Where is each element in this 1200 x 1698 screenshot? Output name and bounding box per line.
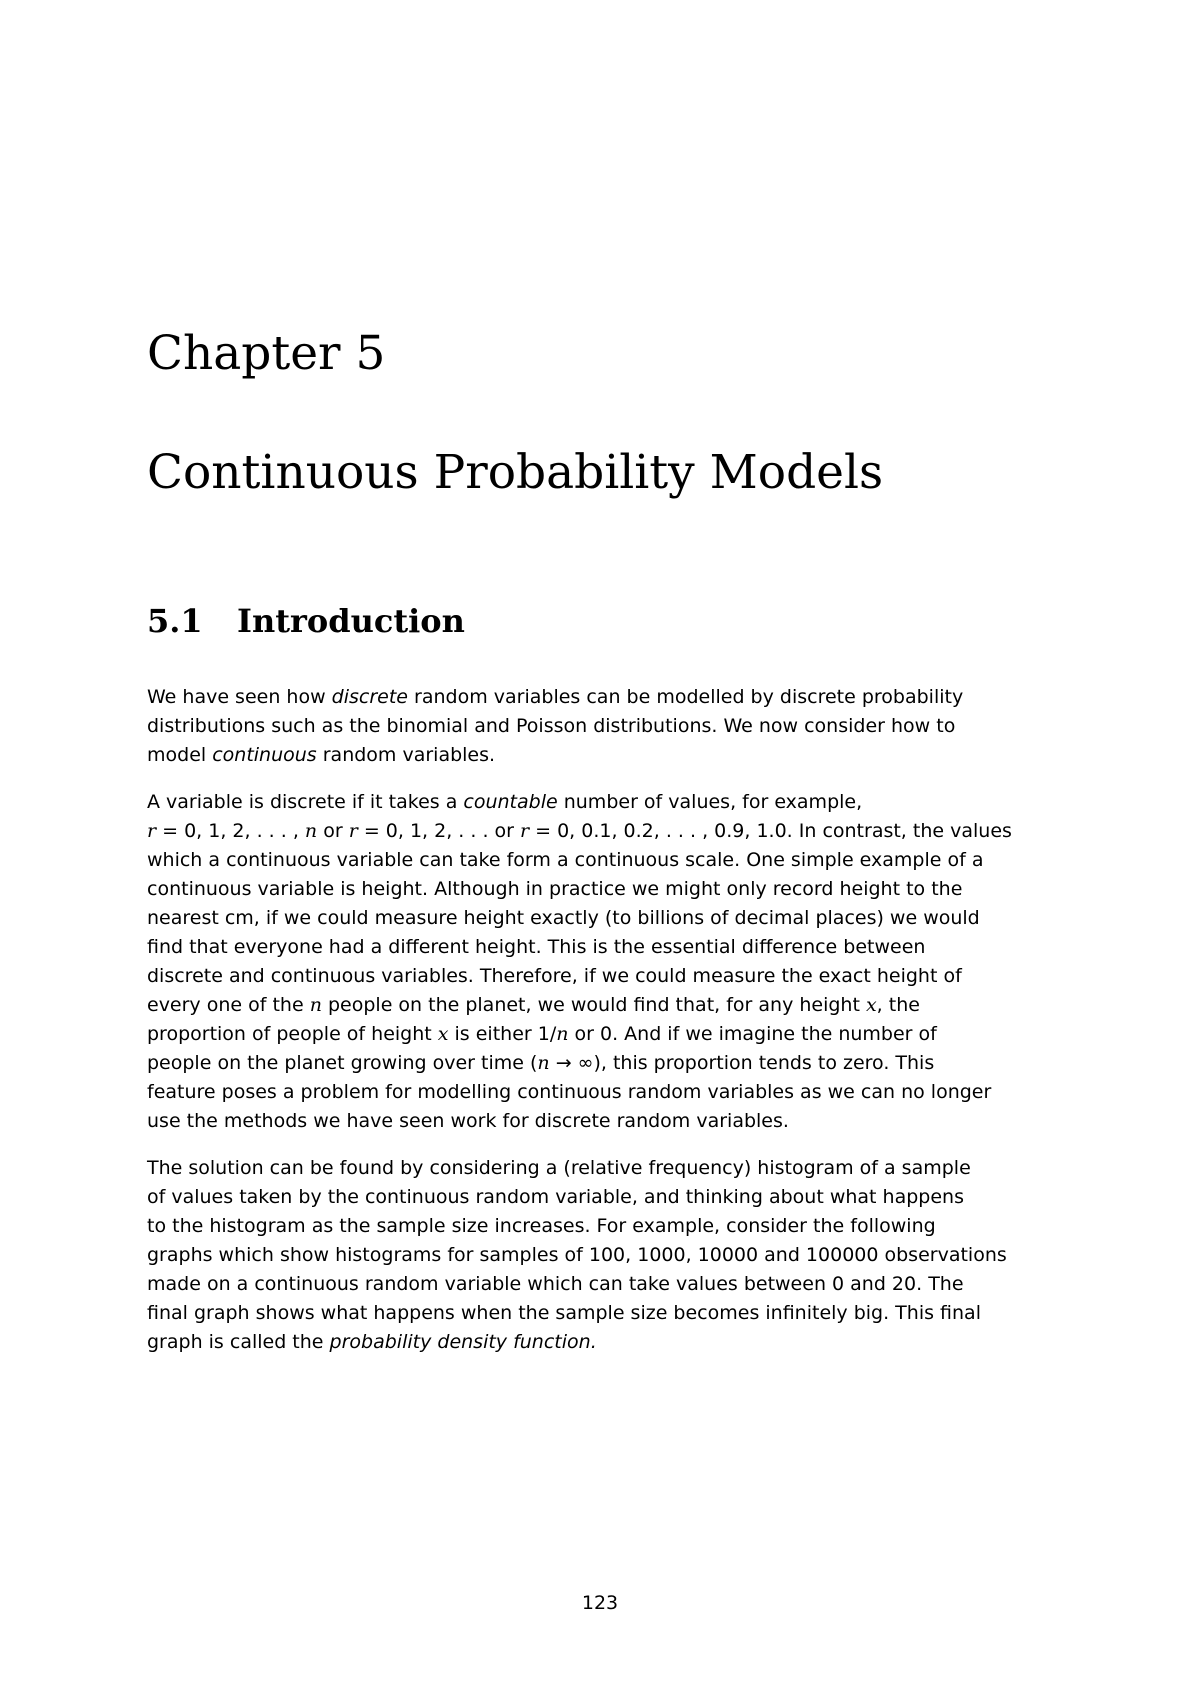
text-line: [147, 1328, 1067, 1357]
text-line: [147, 904, 1067, 933]
emphasis: probability density function.: [329, 1331, 597, 1353]
text-run: proportion of people of height: [147, 1023, 438, 1045]
text-line: [147, 741, 1067, 770]
text-run: made on a continuous random variable which can take values between 0 and 20. The: [147, 1273, 964, 1295]
paragraph: [147, 683, 1067, 770]
text-line: [147, 1212, 1067, 1241]
section-number: 5.1: [147, 602, 203, 640]
text-line: [147, 712, 1067, 741]
math-variable: x: [437, 1023, 449, 1045]
text-line: [147, 962, 1067, 991]
paragraph: [147, 788, 1067, 1136]
text-line: [147, 1154, 1067, 1183]
text-run: = 0, 1, 2, . . . or: [357, 820, 520, 842]
text-run: model: [147, 744, 213, 766]
section-heading: [147, 602, 465, 640]
body-text: [147, 683, 1067, 1375]
emphasis: continuous: [212, 744, 317, 766]
text-line: [147, 1107, 1067, 1136]
text-run: people on the planet, we would find that, for any height: [321, 994, 866, 1016]
chapter-title: Continuous Probability Models: [147, 445, 884, 500]
text-run: random variables can be modelled by discrete probability: [408, 686, 964, 708]
math-variable: n: [556, 1023, 569, 1045]
text-run: is either 1/: [448, 1023, 557, 1045]
text-run: , the: [876, 994, 920, 1016]
text-run: people on the planet growing over time (: [147, 1052, 538, 1074]
text-line: [147, 991, 1067, 1020]
text-run: We have seen how: [147, 686, 332, 708]
text-run: or 0. And if we imagine the number of: [568, 1023, 937, 1045]
text-line: [147, 788, 1067, 817]
math-variable: r: [520, 820, 530, 842]
page-number: 123: [581, 1592, 619, 1614]
math-variable: n: [309, 994, 322, 1016]
text-run: The solution can be found by considering a (relative frequency) histogram of a sample: [147, 1157, 971, 1179]
emphasis: discrete: [331, 686, 408, 708]
text-line: [147, 1020, 1067, 1049]
text-line: [147, 817, 1067, 846]
text-run: nearest cm, if we could measure height exactly (to billions of decimal places) we would: [147, 907, 980, 929]
text-run: of values taken by the continuous random variable, and thinking about what happens: [147, 1186, 964, 1208]
text-run: = 0, 1, 2, . . . ,: [156, 820, 305, 842]
text-run: random variables.: [316, 744, 496, 766]
text-run: distributions such as the binomial and Poisson distributions. We now consider how to: [147, 715, 956, 737]
math-variable: n: [304, 820, 318, 842]
text-run: continuous variable is height. Although in practice we might only record height to the: [147, 878, 963, 900]
paragraph: [147, 1154, 1067, 1357]
text-run: final graph shows what happens when the sample size becomes infinitely big. This final: [147, 1302, 981, 1324]
text-line: [147, 1078, 1067, 1107]
text-run: = 0, 0.1, 0.2, . . . , 0.9, 1.0. In contrast, the values: [529, 820, 1012, 842]
math-variable: n: [537, 1052, 550, 1074]
text-line: [147, 1183, 1067, 1212]
text-run: number of values, for example,: [557, 791, 863, 813]
text-line: [147, 1049, 1067, 1078]
math-variable: r: [348, 820, 358, 842]
chapter-label: Chapter 5: [147, 326, 386, 381]
text-run: find that everyone had a different height. This is the essential difference between: [147, 936, 926, 958]
text-run: → ∞), this proportion tends to zero. This: [549, 1052, 935, 1074]
text-line: [147, 683, 1067, 712]
text-run: use the methods we have seen work for discrete random variables.: [147, 1110, 789, 1132]
text-line: [147, 846, 1067, 875]
math-variable: r: [147, 820, 157, 842]
text-run: discrete and continuous variables. Therefore, if we could measure the exact height of: [147, 965, 962, 987]
emphasis: countable: [463, 791, 558, 813]
text-run: every one of the: [147, 994, 310, 1016]
text-run: or: [317, 820, 349, 842]
text-run: which a continuous variable can take form a continuous scale. One simple example of a: [147, 849, 984, 871]
section-title: Introduction: [237, 602, 465, 640]
text-run: graph is called the: [147, 1331, 330, 1353]
text-run: to the histogram as the sample size increases. For example, consider the following: [147, 1215, 936, 1237]
text-line: [147, 1241, 1067, 1270]
text-run: graphs which show histograms for samples of 100, 1000, 10000 and 100000 observations: [147, 1244, 1007, 1266]
text-line: [147, 933, 1067, 962]
math-variable: x: [865, 994, 877, 1016]
text-run: feature poses a problem for modelling continuous random variables as we can no longer: [147, 1081, 992, 1103]
text-line: [147, 875, 1067, 904]
text-line: [147, 1270, 1067, 1299]
text-run: A variable is discrete if it takes a: [147, 791, 464, 813]
text-line: [147, 1299, 1067, 1328]
